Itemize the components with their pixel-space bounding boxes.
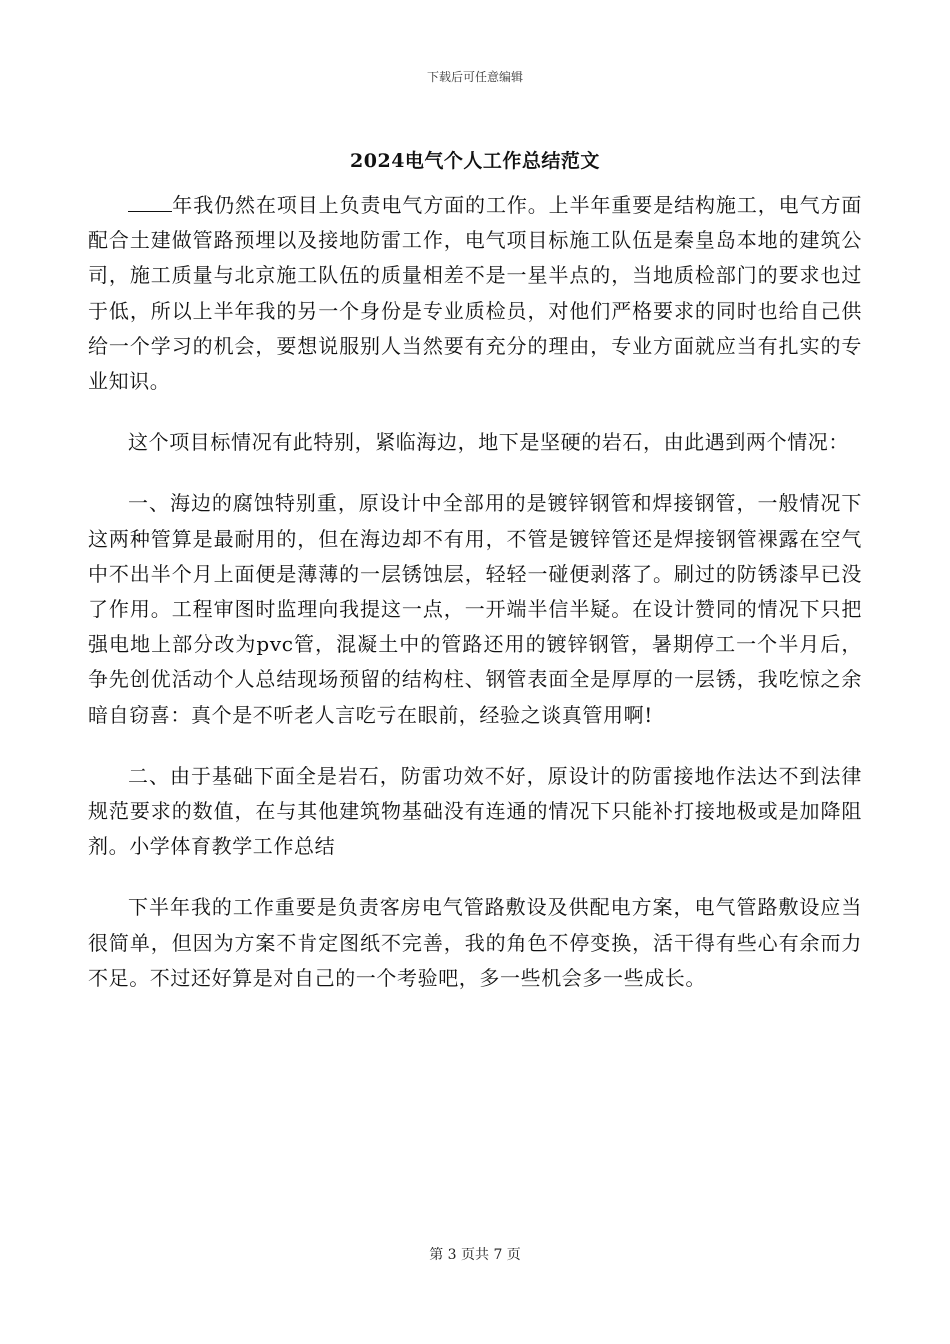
blank-underline <box>128 193 172 212</box>
paragraph-5: 下半年我的工作重要是负责客房电气管路敷设及供配电方案，电气管路敷设应当很简单，但因为方案不肯定图纸不完善，我的角色不停变换，活干得有些心有余而力不足。不过还好算是对自己的一个考验吧，多一些机会多一些成长。 <box>88 895 862 990</box>
header-note: 下载后可任意编辑 <box>426 70 523 84</box>
page-indicator: 第 3 页共 7 页 <box>429 1247 521 1263</box>
paragraph-3: 一、海边的腐蚀特别重，原设计中全部用的是镀锌钢管和焊接钢管，一般情况下这两种管算是最耐用的，但在海边却不有用，不管是镀锌管还是焊接钢管裸露在空气中不出半个月上面便是薄薄的一层锈蚀层，轻轻一碰便剥落了。刷过的防锈漆早已没了作用。工程审图时监理向我提这一点，一开端半信半疑。在设计赞同的情况下只把强电地上部分改为pvc管，混凝土中的管路还用的镀锌钢管，暑期停工一个半月后，争先创优活动个人总结现场预留的结构柱、钢管表面全是厚厚的一层锈，我吃惊之余暗自窃喜：真个是不听老人言吃亏在眼前，经验之谈真管用啊! <box>88 491 862 727</box>
paragraph-1-text: 年我仍然在项目上负责电气方面的工作。上半年重要是结构施工，电气方面配合土建做管路预埋以及接地防雷工作，电气项目标施工队伍是秦皇岛本地的建筑公司，施工质量与北京施工队伍的质量相差不是一星半点的，当地质检部门的要求也过于低，所以上半年我的另一个身份是专业质检员，对他们严格要求的同时也给自己供给一个学习的机会，要想说服别人当然要有充分的理由，专业方面就应当有扎实的专业知识。 <box>88 193 862 394</box>
paragraph-2: 这个项目标情况有此特别，紧临海边，地下是坚硬的岩石，由此遇到两个情况： <box>128 430 849 455</box>
document-title: 2024电气个人工作总结范文 <box>350 150 600 172</box>
paragraph-1 <box>88 188 862 399</box>
paragraph-4: 二、由于基础下面全是岩石，防雷功效不好，原设计的防雷接地作法达不到法律规范要求的数值，在与其他建筑物基础没有连通的情况下只能补打接地极或是加降阻剂。小学体育教学工作总结 <box>88 763 862 859</box>
document-body <box>88 188 862 1022</box>
